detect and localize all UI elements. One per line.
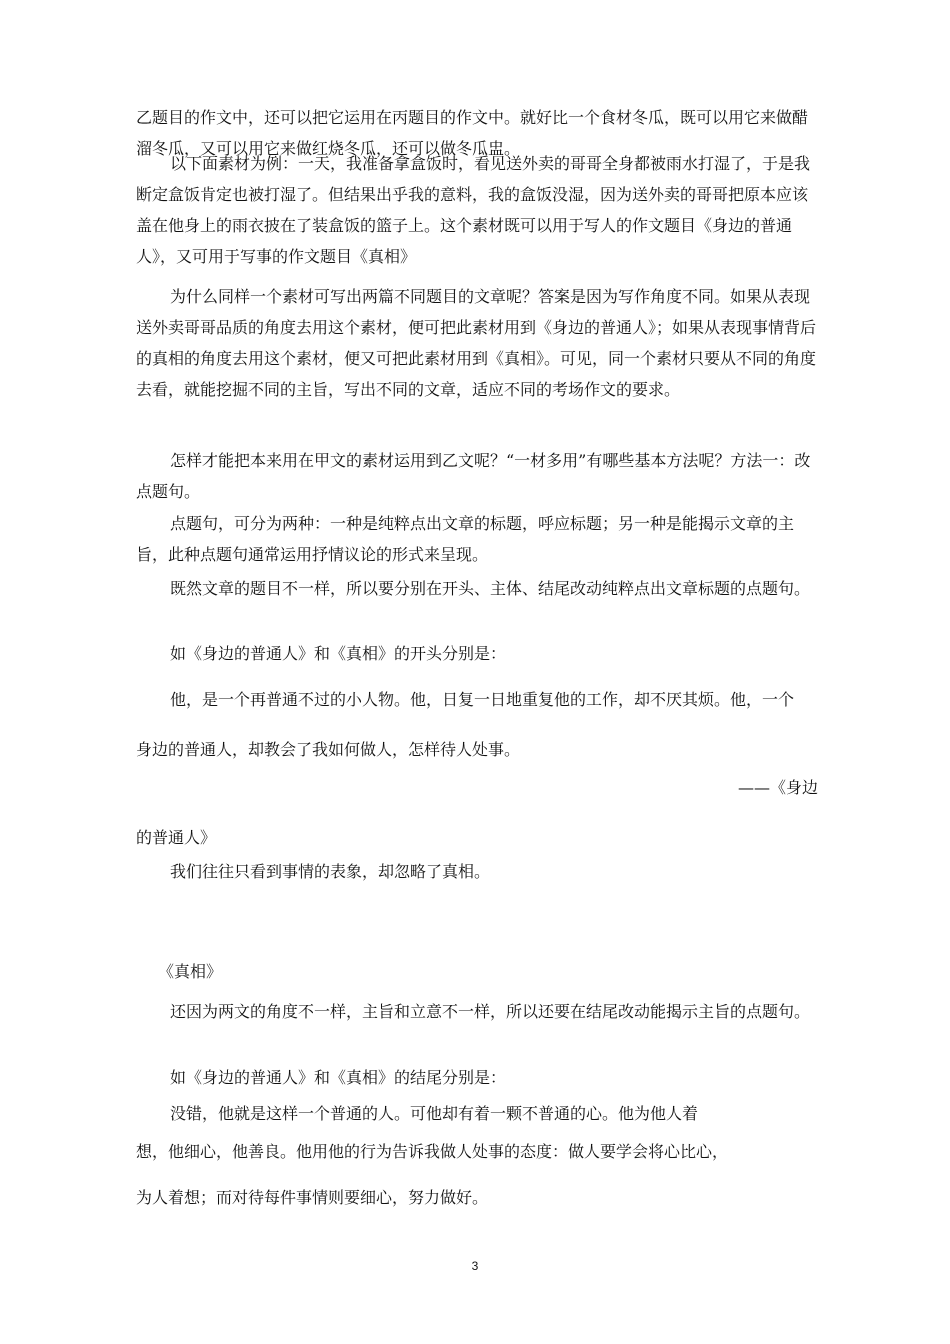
quote-3-line-1: 没错，他就是这样一个普通的人。可他却有着一颗不普通的心。他为他人着 [170, 1104, 699, 1123]
paragraph-8: 还因为两文的角度不一样，主旨和立意不一样，所以还要在结尾改动能揭示主旨的点题句。 [170, 1002, 811, 1021]
quote-3-line-2: 想，他细心，他善良。他用他的行为告诉我做人处事的态度：做人要学会将心比心， [136, 1142, 729, 1161]
paragraph-7: 如《身边的普通人》和《真相》的开头分别是： [170, 644, 507, 663]
paragraph-2: 以下面素材为例：一天，我准备拿盒饭时，看见送外卖的哥哥全身都被雨水打湿了，于是我断定盒饭肯定也被打湿了。但结果出乎我的意料，我的盒饭没湿，因为送外卖的哥哥把原本应该盖在他身上的雨衣披在了装盒饭的篮子上。这个素材既可以用于写人的作文题目《身边的普通人》，又可用于写事的作文题目《真相》 [136, 154, 811, 266]
quote-1-line-2: 身边的普通人，却教会了我如何做人，怎样待人处事。 [136, 740, 521, 759]
paragraph-4: 怎样才能把本来用在甲文的素材运用到乙文呢？“一材多用”有哪些基本方法呢？方法一：改点题句。 [136, 451, 811, 501]
quote-1-source: ——《身边 [737, 778, 818, 797]
paragraph-6: 既然文章的题目不一样，所以要分别在开头、主体、结尾改动纯粹点出文章标题的点题句。 [170, 579, 811, 598]
quote-2-line-1: 我们往往只看到事情的表象，却忽略了真相。 [170, 862, 491, 881]
quote-3-line-3: 为人着想；而对待每件事情则要细心，努力做好。 [136, 1188, 489, 1207]
paragraph-3: 为什么同样一个素材可写出两篇不同题目的文章呢？答案是因为写作角度不同。如果从表现送外卖哥哥品质的角度去用这个素材，便可把此素材用到《身边的普通人》；如果从表现事情背后的真相的角度去用这个素材，便又可把此素材用到《真相》。可见，同一个素材只要从不同的角度去看，就能挖掘不同的主旨，写出不同的文章，适应不同的考场作文的要求。 [136, 287, 817, 399]
quote-1-line-1: 他，是一个再普通不过的小人物。他，日复一日地重复他的工作，却不厌其烦。他，一个 [170, 690, 795, 709]
paragraph-9: 如《身边的普通人》和《真相》的结尾分别是： [170, 1068, 507, 1087]
paragraph-5: 点题句，可分为两种：一种是纯粹点出文章的标题，呼应标题；另一种是能揭示文章的主旨，此种点题句通常运用抒情议论的形式来呈现。 [136, 514, 795, 564]
quote-1-source-cont: 的普通人》 [136, 828, 217, 847]
paragraph-1: 乙题目的作文中，还可以把它运用在丙题目的作文中。就好比一个食材冬瓜，既可以用它来做醋溜冬瓜，又可以用它来做红烧冬瓜，还可以做冬瓜盅。 [136, 108, 809, 158]
page-number: 3 [471, 1259, 479, 1273]
quote-2-source: 《真相》 [158, 962, 223, 981]
